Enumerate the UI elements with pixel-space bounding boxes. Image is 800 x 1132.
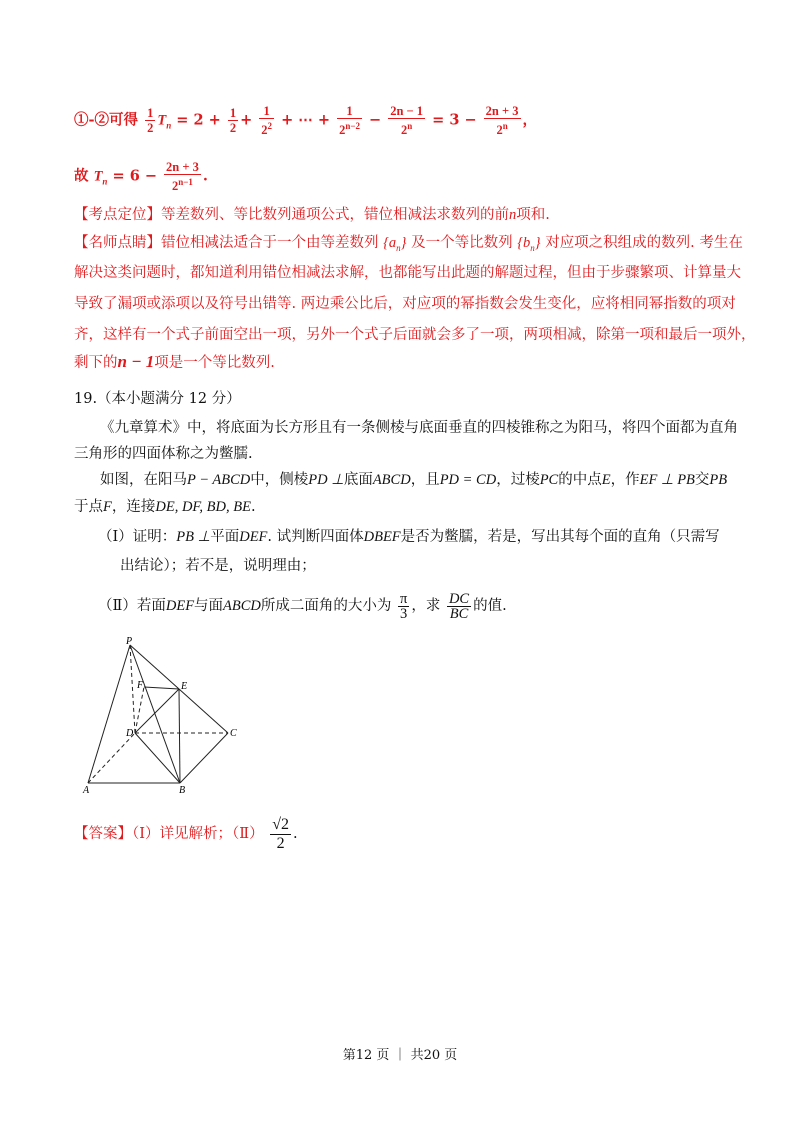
- answer-line: 【答案】（Ⅰ）详见解析；（Ⅱ） $\frac{√2}{2}$ .: [74, 815, 298, 852]
- mingshi-line-4: 齐，这样有一个式子前面空出一项，另外一个式子后面就会多了一项，两项相减，除第一项和最后一项外，: [74, 327, 756, 343]
- answer-tag: 【答案】: [74, 826, 132, 842]
- page-footer: 第12 页 ｜ 共20 页: [342, 1048, 458, 1063]
- label-P: P: [126, 636, 133, 647]
- label-B: B: [179, 785, 186, 795]
- edge-AD: [88, 733, 135, 783]
- edge-BC: [180, 733, 228, 783]
- dc-over-bc: $\frac{DC}{BC}$: [448, 590, 470, 622]
- label-A: A: [83, 785, 90, 795]
- math-line-1: ①-②可得 $\frac{1}{2}$ $T_n = 2$ + $\frac{1}{2}$ + $\frac{1}{2^2}$ + ⋯ + $\frac{1}{2^{n-2}}$ − $\frac{2n - 1}{2^n}$ = 3 − $\frac{2n + 3}{2^n}$ ，: [74, 104, 537, 138]
- q19-sub2: （Ⅱ）若面DEF与面ABCD所成二面角的大小为 $\frac{\pi}{3}$ ，求 $\frac{DC}{BC}$ 的值.: [98, 590, 507, 622]
- math-line-2: 故 $T_n = 6$ − $\frac{2n + 3}{2^{n-1}}$ .: [74, 160, 208, 194]
- label-E: E: [181, 681, 188, 692]
- edge-PA: [88, 645, 130, 783]
- math1-half: $\frac{1}{2}$: [147, 106, 154, 136]
- pi-over-3: $\frac{\pi}{3}$: [400, 590, 408, 622]
- edge-FE: [144, 687, 179, 689]
- edge-DE: [135, 689, 179, 733]
- mingshi-tag: 【名师点睛】: [74, 235, 161, 251]
- math1-label: ①-②可得: [74, 111, 139, 129]
- q19-sub1-b: 出结论）；若不是，说明理由；: [120, 558, 316, 574]
- pyramid-figure: [80, 635, 240, 795]
- q19-sub1-a: （Ⅰ）证明：PB ⊥平面DEF. 试判断四面体DBEF是否为鳖臑，若是，写出其每个面的直角（只需写: [98, 529, 720, 545]
- edge-DF: [135, 687, 144, 733]
- q19-header: 19.（本小题满分 12 分）: [74, 391, 241, 407]
- mingshi-line-3: 导致了漏项或添项以及符号出错等. 两边乘公比后，对应项的幂指数会发生变化，应将相同幂指数的项对: [74, 296, 736, 312]
- kaodian-tag: 【考点定位】: [74, 207, 161, 223]
- edge-PD: [130, 645, 135, 733]
- edge-PB: [130, 645, 180, 783]
- edge-EB: [179, 689, 180, 783]
- q19-para1-a: 《九章算术》中，将底面为长方形且有一条侧棱与底面垂直的四棱锥称之为阳马，将四个面都为直角: [100, 420, 738, 436]
- mingshi-line-2: 解决这类问题时，都知道利用错位相减法求解，也都能写出此题的解题过程，但由于步骤繁项、计算量大: [74, 265, 741, 281]
- label-D: D: [126, 728, 134, 739]
- edge-DB: [135, 733, 180, 783]
- q19-para2-b: 于点F，连接DE, DF, BD, BE.: [74, 499, 256, 515]
- mingshi-line-5: 剩下的n − 1项是一个等比数列.: [74, 352, 275, 371]
- q19-para2-a: 如图，在阳马P − ABCD中，侧棱PD ⊥底面ABCD，且PD = CD，过棱PC的中点E，作EF ⊥ PB交PB: [100, 472, 728, 488]
- kaodian-line: 【考点定位】等差数列、等比数列通项公式，错位相减法求数列的前n项和.: [74, 207, 550, 223]
- q19-para1-b: 三角形的四面体称之为鳖臑.: [74, 446, 253, 462]
- answer-fraction: $\frac{√2}{2}$: [272, 815, 289, 852]
- label-C: C: [230, 728, 237, 739]
- mingshi-line-1: 【名师点睛】错位相减法适合于一个由等差数列 $\{a_n\}$ 及一个等比数列 $\{b_n\}$ 对应项之积组成的数列. 考生在: [74, 235, 743, 253]
- label-F: F: [137, 680, 144, 691]
